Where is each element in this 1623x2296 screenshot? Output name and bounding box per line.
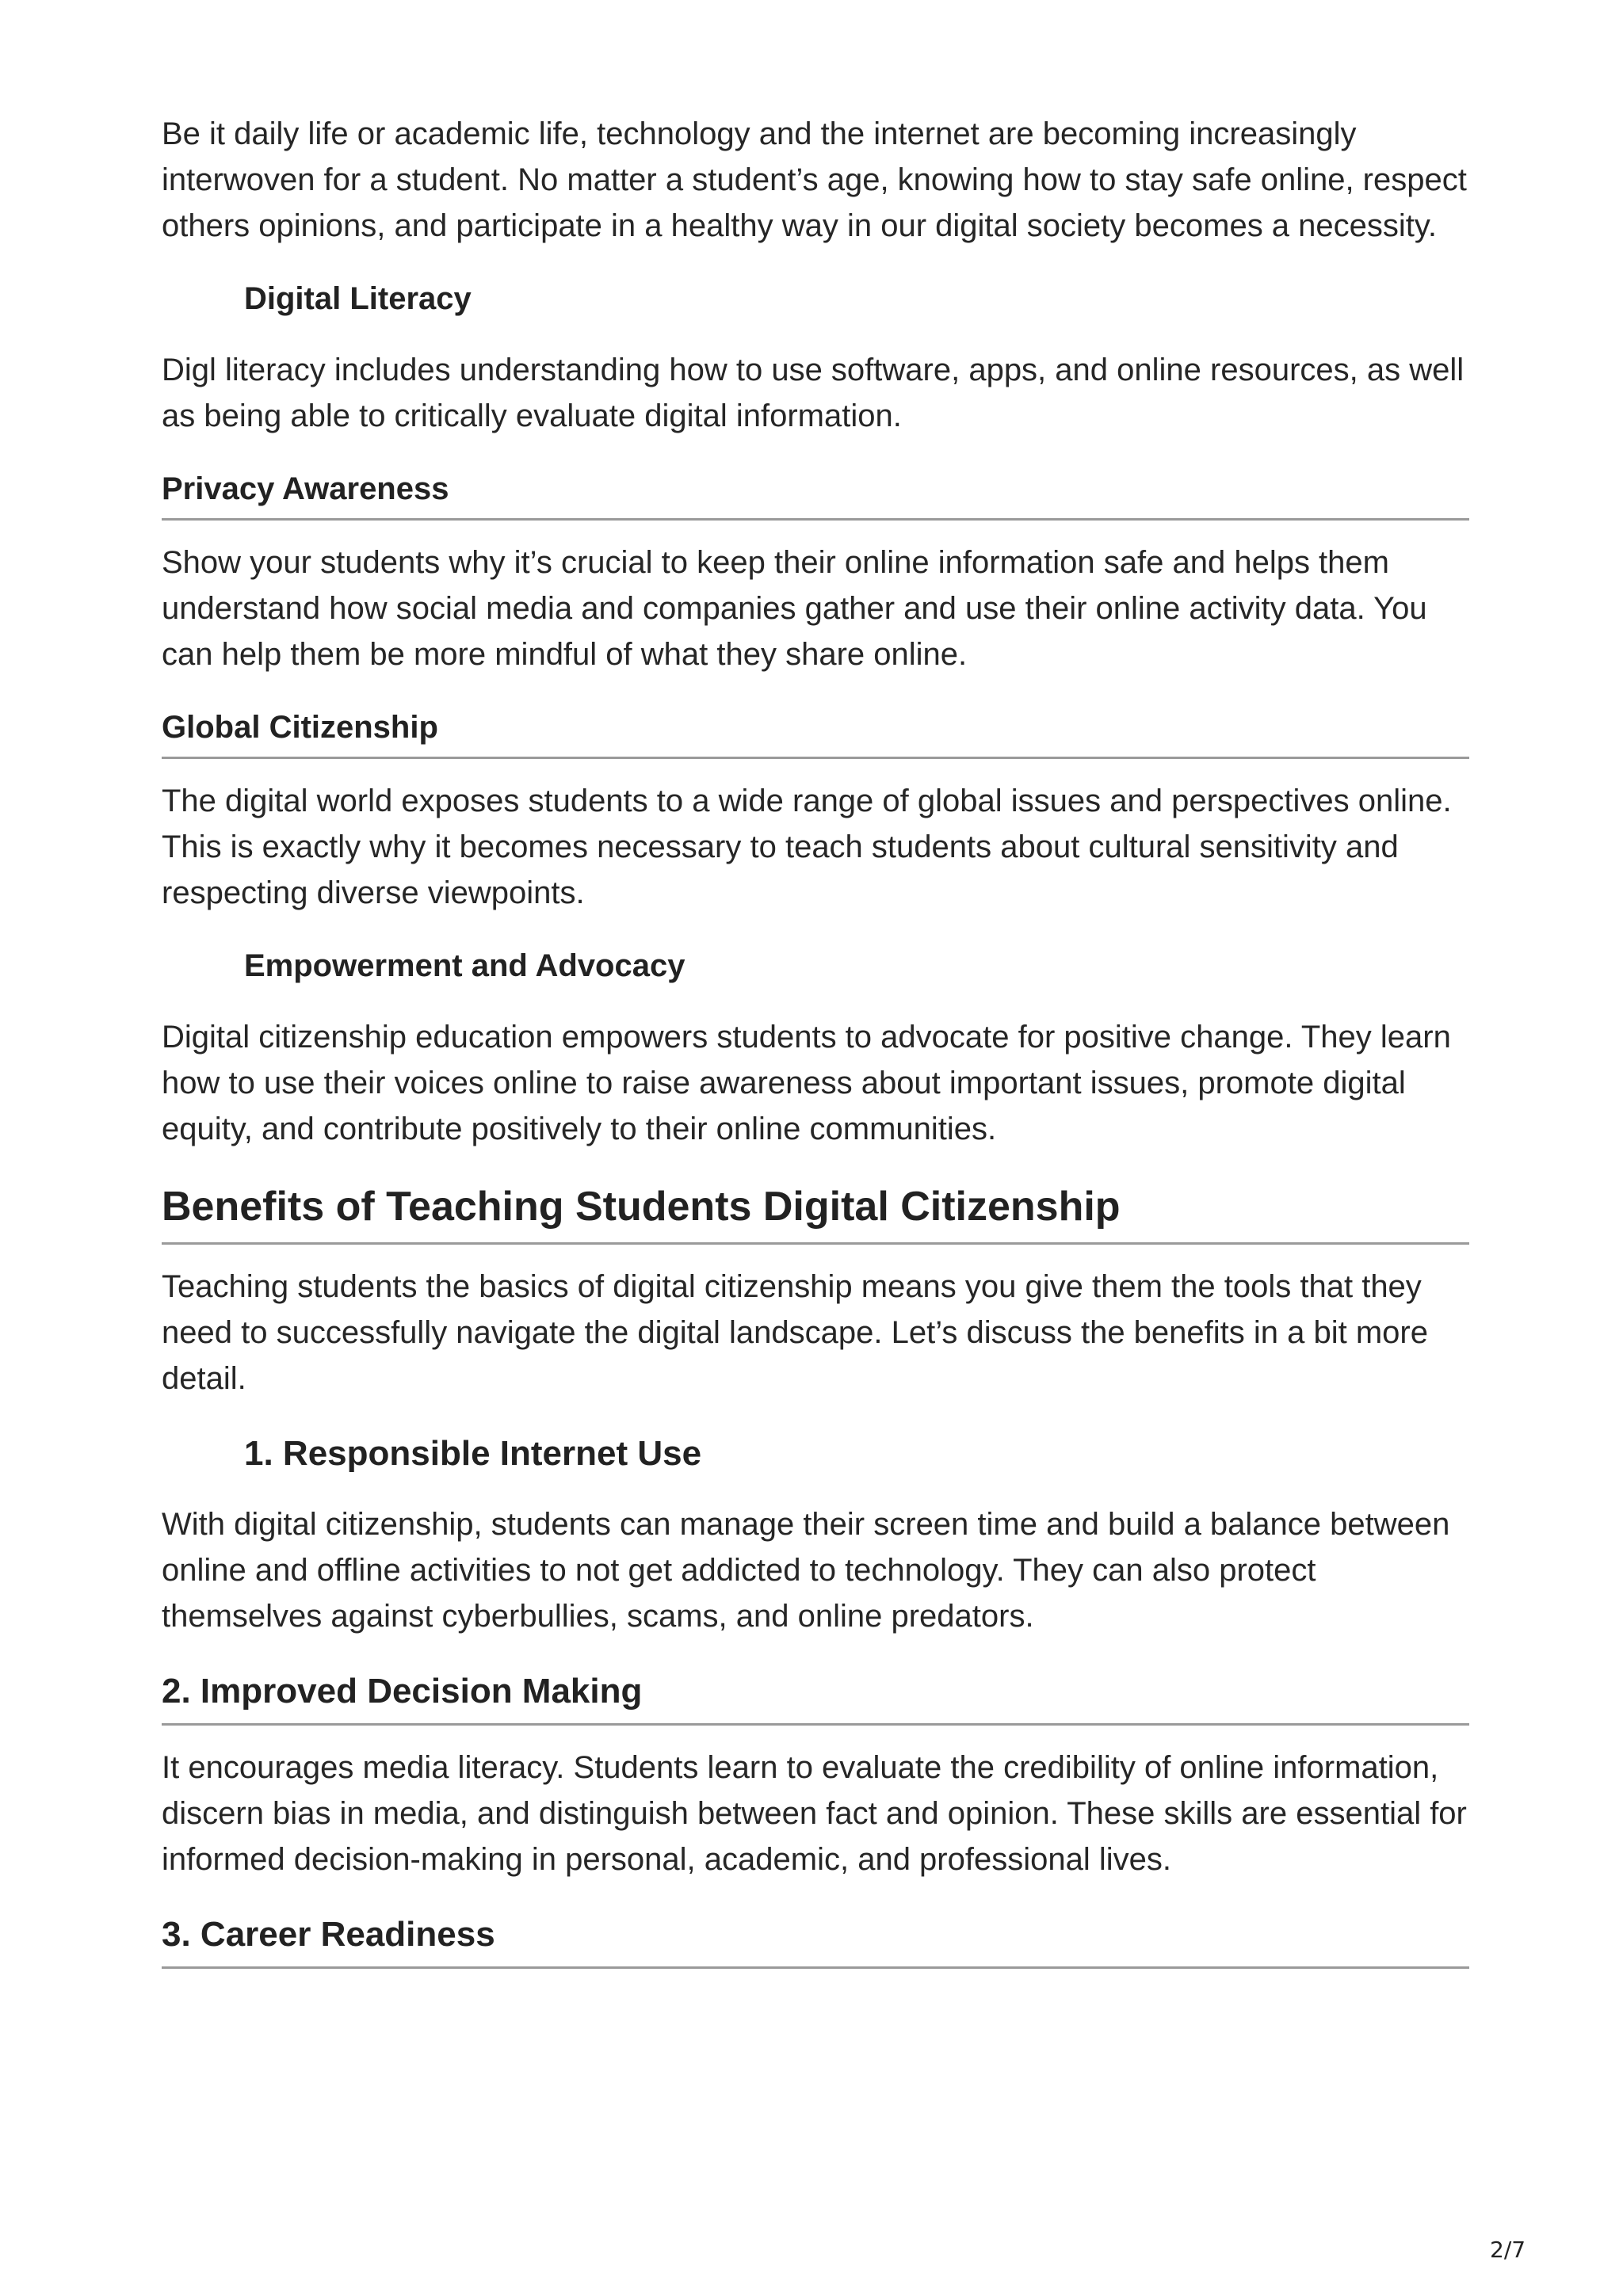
paragraph-digital-literacy: Digl literacy includes understanding how to use software, apps, and online resources, as well as being able to critically evaluate digital information. [162, 353, 1465, 433]
page-number: 2/7 [1490, 2237, 1526, 2263]
paragraph-improved-decision-making: It encourages media literacy. Students learn to evaluate the credibility of online information, discern bias in media, and distinguish between fact and opinion. These skills are essential for informed decision-making in personal, academic, and professional lives. [162, 1750, 1467, 1877]
paragraph-privacy-awareness: Show your students why it’s crucial to keep their online information safe and helps them understand how social media and companies gather and use their online activity data. You can help them be more mindful of what they share online. [162, 545, 1427, 672]
article-content [162, 111, 1469, 1988]
paragraph-responsible-internet-use: With digital citizenship, students can manage their screen time and build a balance between online and offline activities to not get addicted to technology. They can also protect themselves against cyberbullies, scams, and online predators. [162, 1507, 1450, 1634]
paragraph-benefits-intro: Teaching students the basics of digital citizenship means you give them the tools that they need to successfully navigate the digital landscape. Let’s discuss the benefits in a bit more detail. [162, 1269, 1428, 1396]
paragraph-global-citizenship: The digital world exposes students to a wide range of global issues and perspectives online. This is exactly why it becomes necessary to teach students about cultural sensitivity and respecting diverse viewpoints. [162, 784, 1452, 910]
heading-responsible-internet-use: 1. Responsible Internet Use [244, 1434, 702, 1473]
heading-digital-literacy: Digital Literacy [244, 281, 472, 316]
paragraph-empowerment-advocacy: Digital citizenship education empowers students to advocate for positive change. They learn how to use their voices online to raise awareness about important issues, promote digital equity, and contribute positively to their online communities. [162, 1020, 1451, 1146]
heading-privacy-awareness: Privacy Awareness [162, 469, 1469, 521]
heading-improved-decision-making: 2. Improved Decision Making [162, 1669, 1469, 1726]
heading-empowerment-advocacy: Empowerment and Advocacy [244, 948, 685, 983]
heading-career-readiness: 3. Career Readiness [162, 1913, 1469, 1969]
intro-paragraph: Be it daily life or academic life, technology and the internet are becoming increasingly interwoven for a student. No matter a student’s age, knowing how to stay safe online, respect others opinions, and participate in a healthy way in our digital society becomes a necessity. [162, 116, 1467, 243]
heading-global-citizenship: Global Citizenship [162, 707, 1469, 759]
heading-benefits: Benefits of Teaching Students Digital Citizenship [162, 1182, 1469, 1245]
